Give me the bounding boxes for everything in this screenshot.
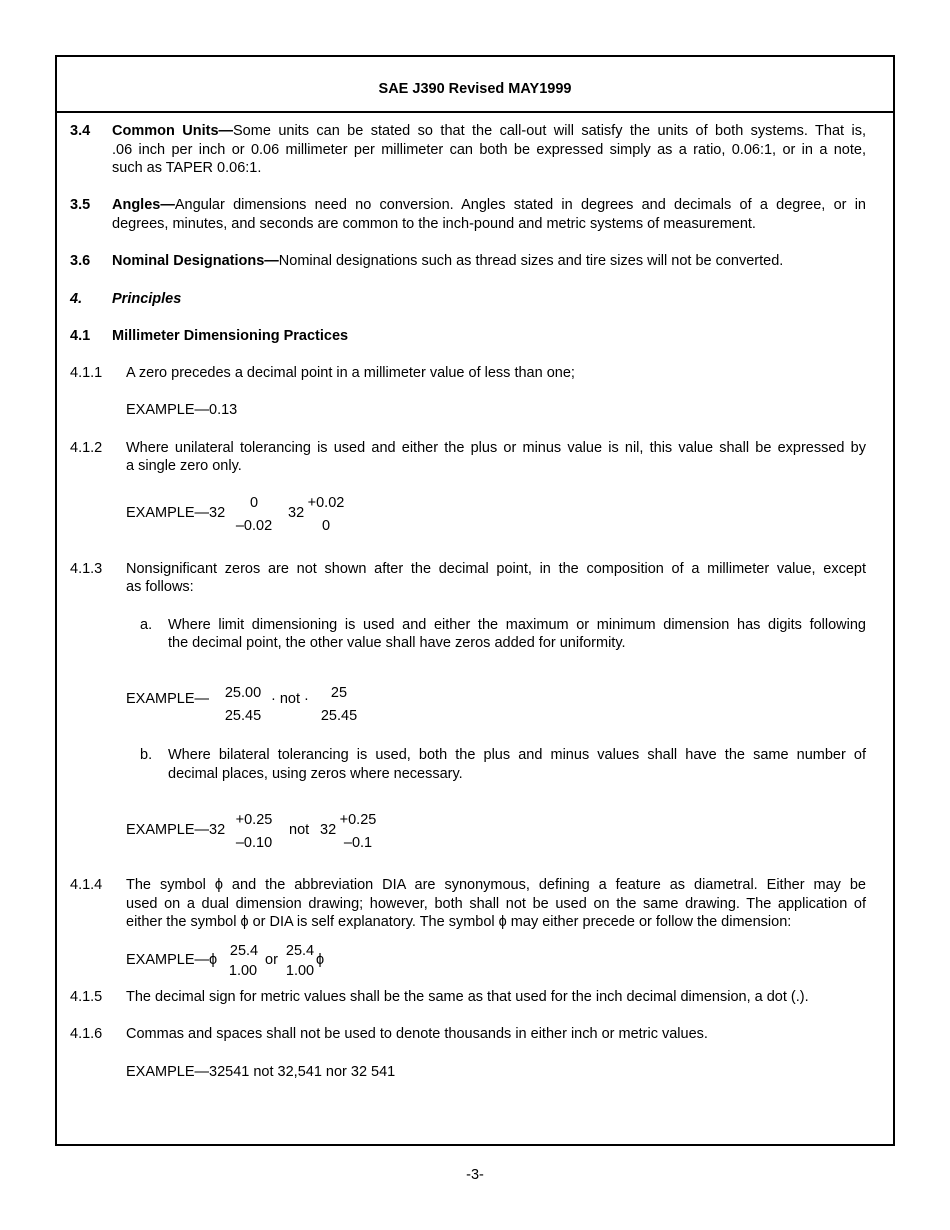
paragraph-line: as follows:	[126, 579, 194, 595]
example-separator: not	[289, 822, 310, 838]
limit-lower: 25.45	[320, 708, 358, 724]
base-dimension: 32	[288, 505, 305, 521]
list-marker: a.	[140, 617, 153, 633]
paragraph-line: degrees, minutes, and seconds are common to the inch-pound and metric systems of measurement.	[112, 216, 756, 232]
paragraph-line: The decimal sign for metric values shall be the same as that used for the inch decimal dimension, a dot (.).	[126, 989, 809, 1005]
limit-upper: 25.00	[224, 685, 262, 701]
diameter-symbol: ϕ	[316, 952, 325, 968]
example-label: EXAMPLE—ϕ	[126, 952, 218, 968]
section-title: Angles—	[112, 197, 175, 213]
paragraph-line: Where unilateral tolerancing is used and either the plus or minus value is nil, this value shall be expressed by	[126, 440, 866, 456]
list-marker: b.	[140, 747, 153, 763]
paragraph-line	[112, 122, 866, 141]
paragraph-line: either the symbol ϕ or DIA is self explanatory. The symbol ϕ may either precede or follow the dimension:	[126, 914, 792, 930]
example-label: EXAMPLE—32	[126, 505, 226, 521]
limit-upper: 25	[330, 685, 348, 701]
paragraph-line: The symbol ϕ and the abbreviation DIA are synonymous, defining a feature as diametral. Either may be	[126, 877, 866, 893]
section-number: 4.1.6	[70, 1026, 103, 1042]
paragraph-line: Nonsignificant zeros are not shown after the decimal point, in the composition of a millimeter value, except	[126, 561, 866, 577]
tolerance-lower: –0.10	[235, 835, 273, 851]
paragraph-line: Where bilateral tolerancing is used, both the plus and minus values shall have the same number of	[168, 747, 866, 763]
paragraph-line: used on a dual dimension drawing; however, both shall not be used on the same drawing. The application of	[126, 896, 866, 912]
paragraph-line: Commas and spaces shall not be used to denote thousands in either inch or metric values.	[126, 1026, 708, 1042]
paragraph-line	[112, 252, 783, 271]
section-title: Nominal Designations—	[112, 253, 279, 269]
dimension-lower: 1.00	[228, 963, 258, 979]
paragraph-text: Angular dimensions need no conversion. Angles stated in degrees and decimals of a degree, or in	[174, 197, 866, 213]
example: EXAMPLE—0.13	[126, 402, 238, 418]
tolerance-upper: +0.02	[307, 495, 345, 511]
section-number: 4.	[70, 291, 83, 307]
dimension-upper: 25.4	[229, 943, 259, 959]
paragraph-line: Where limit dimensioning is used and either the maximum or minimum dimension has digits following	[168, 617, 866, 633]
page-number: -3-	[466, 1167, 484, 1183]
example-label: EXAMPLE—32	[126, 822, 226, 838]
section-number: 3.5	[70, 197, 91, 213]
tolerance-upper: +0.25	[235, 812, 273, 828]
dimension-upper: 25.4	[285, 943, 315, 959]
paragraph-text: Some units can be stated so that the call-out will satisfy the units of both systems. That is,	[233, 123, 866, 139]
section-number: 4.1.1	[70, 365, 103, 381]
tolerance-lower: –0.1	[343, 835, 373, 851]
section-number: 4.1	[70, 328, 91, 344]
example: EXAMPLE—32541 not 32,541 nor 32 541	[126, 1064, 396, 1080]
base-dimension: 32	[320, 822, 337, 838]
example-label: EXAMPLE—	[126, 691, 209, 707]
section-heading: Principles	[112, 291, 182, 307]
document-title: SAE J390 Revised MAY1999	[378, 81, 572, 97]
paragraph-line	[112, 196, 866, 215]
paragraph-line: A zero precedes a decimal point in a millimeter value of less than one;	[126, 365, 575, 381]
paragraph-line: the decimal point, the other value shall have zeros added for uniformity.	[168, 635, 626, 651]
paragraph-line: decimal places, using zeros where necessary.	[168, 766, 463, 782]
section-number: 4.1.4	[70, 877, 103, 893]
tolerance-lower: –0.02	[235, 518, 273, 534]
paragraph-line: such as TAPER 0.06:1.	[112, 160, 262, 176]
paragraph-text: Nominal designations such as thread sizes and tire sizes will not be converted.	[278, 253, 784, 269]
tolerance-upper: +0.25	[339, 812, 377, 828]
section-number: 4.1.2	[70, 440, 103, 456]
section-title: Common Units—	[112, 123, 234, 139]
dimension-lower: 1.00	[285, 963, 315, 979]
tolerance-upper: 0	[249, 495, 259, 511]
example-separator: or	[265, 952, 278, 968]
section-heading: Millimeter Dimensioning Practices	[112, 328, 349, 344]
document-header	[57, 57, 893, 113]
section-number: 3.6	[70, 253, 91, 269]
example-separator: · not ·	[271, 691, 309, 707]
limit-lower: 25.45	[224, 708, 262, 724]
paragraph-line: a single zero only.	[126, 458, 242, 474]
paragraph-line: .06 inch per inch or 0.06 millimeter per millimeter can both be expressed simply as a ratio, 0.06:1, or in a note,	[112, 142, 866, 158]
section-number: 4.1.3	[70, 561, 103, 577]
tolerance-lower: 0	[321, 518, 331, 534]
section-number: 3.4	[70, 123, 91, 139]
section-number: 4.1.5	[70, 989, 103, 1005]
